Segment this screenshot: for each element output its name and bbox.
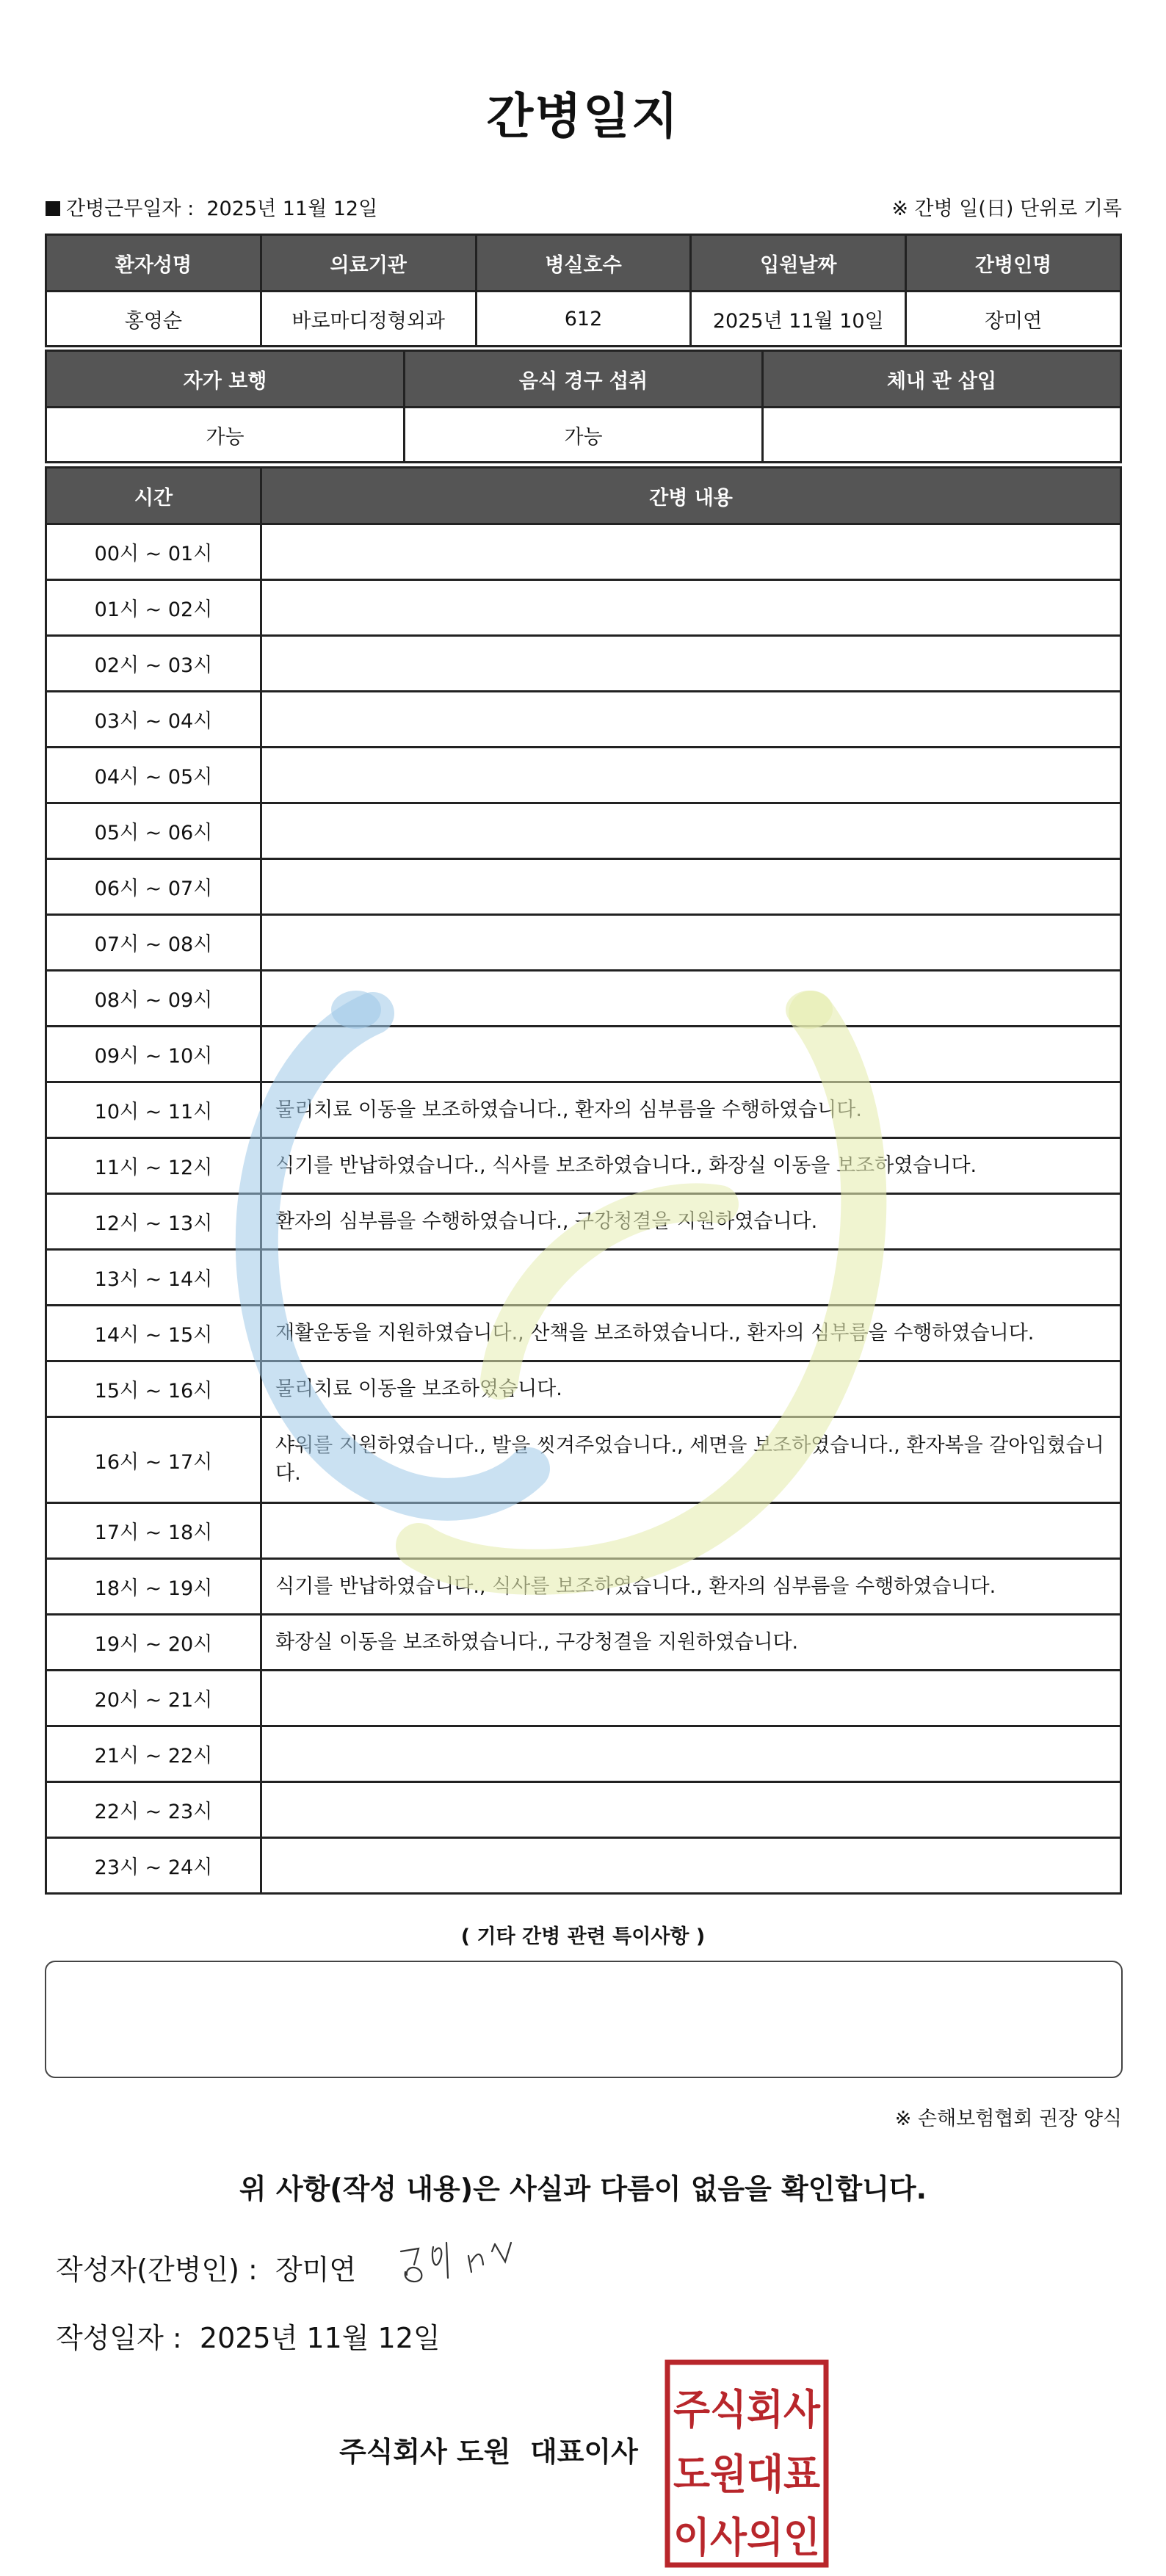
time-cell: 23시 ~ 24시 bbox=[46, 1838, 261, 1894]
self-walking-value: 가능 bbox=[46, 408, 405, 463]
header-admission-date: 입원날짜 bbox=[691, 235, 906, 292]
patient-info-table bbox=[45, 234, 1122, 347]
care-content-cell: 물리치료 이동을 보조하였습니다. bbox=[261, 1361, 1121, 1417]
care-content-cell: 식기를 반납하였습니다., 식사를 보조하였습니다., 환자의 심부름을 수행하였습니다. bbox=[261, 1559, 1121, 1615]
patient-condition-table bbox=[45, 350, 1122, 463]
header-patient-name: 환자성명 bbox=[46, 235, 261, 292]
care-content-cell: 샤워를 지원하였습니다., 발을 씻겨주었습니다., 세면을 보조하였습니다., 환자복을 갈아입혔습니다. bbox=[261, 1417, 1121, 1503]
svg-text:주식회사: 주식회사 bbox=[673, 2387, 821, 2434]
care-content-cell bbox=[261, 1782, 1121, 1838]
table-row bbox=[46, 1082, 1121, 1138]
company-seal-stamp bbox=[665, 2359, 829, 2568]
time-cell: 14시 ~ 15시 bbox=[46, 1306, 261, 1361]
company-line bbox=[339, 2429, 638, 2470]
oral-intake-value: 가능 bbox=[405, 408, 763, 463]
care-content-cell bbox=[261, 580, 1121, 636]
time-cell: 20시 ~ 21시 bbox=[46, 1671, 261, 1726]
time-cell: 06시 ~ 07시 bbox=[46, 859, 261, 915]
table-row bbox=[46, 1138, 1121, 1194]
table-row bbox=[46, 1417, 1121, 1503]
table-row bbox=[46, 1503, 1121, 1559]
company-name: 주식회사 도원 bbox=[339, 2436, 511, 2468]
table-row bbox=[46, 1306, 1121, 1361]
table-row bbox=[46, 971, 1121, 1027]
time-cell: 01시 ~ 02시 bbox=[46, 580, 261, 636]
time-cell: 12시 ~ 13시 bbox=[46, 1194, 261, 1250]
tube-insertion-value bbox=[763, 408, 1121, 463]
caregiver-name: 장미연 bbox=[906, 292, 1121, 347]
table-row bbox=[46, 859, 1121, 915]
header-oral-intake: 음식 경구 섭취 bbox=[405, 351, 763, 408]
table-row bbox=[46, 748, 1121, 803]
table-row bbox=[46, 580, 1121, 636]
care-content-cell bbox=[261, 1250, 1121, 1306]
time-cell: 10시 ~ 11시 bbox=[46, 1082, 261, 1138]
time-cell: 02시 ~ 03시 bbox=[46, 636, 261, 692]
table-row bbox=[46, 1726, 1121, 1782]
document-title: 간병일지 bbox=[486, 88, 680, 145]
time-cell: 18시 ~ 19시 bbox=[46, 1559, 261, 1615]
table-row bbox=[46, 692, 1121, 748]
table-row bbox=[46, 1027, 1121, 1082]
admission-date: 2025년 11월 10일 bbox=[691, 292, 906, 347]
company-role: 대표이사 bbox=[529, 2436, 638, 2468]
time-cell: 13시 ~ 14시 bbox=[46, 1250, 261, 1306]
unit-note: ※ 간병 일(日) 단위로 기록 bbox=[891, 198, 1122, 220]
header-hospital: 의료기관 bbox=[261, 235, 476, 292]
time-cell: 07시 ~ 08시 bbox=[46, 915, 261, 971]
writer-line bbox=[56, 2247, 356, 2287]
time-cell: 21시 ~ 22시 bbox=[46, 1726, 261, 1782]
care-content-cell: 식기를 반납하였습니다., 식사를 보조하였습니다., 화장실 이동을 보조하였습니다. bbox=[261, 1138, 1121, 1194]
care-content-cell bbox=[261, 692, 1121, 748]
work-date-value: 2025년 11월 12일 bbox=[206, 198, 378, 220]
care-content-cell bbox=[261, 915, 1121, 971]
header-care-content: 간병 내용 bbox=[261, 468, 1121, 524]
work-date-line bbox=[46, 192, 377, 221]
time-cell: 16시 ~ 17시 bbox=[46, 1417, 261, 1503]
care-content-cell: 화장실 이동을 보조하였습니다., 구강청결을 지원하였습니다. bbox=[261, 1615, 1121, 1671]
table-row bbox=[46, 803, 1121, 859]
care-content-cell bbox=[261, 748, 1121, 803]
time-cell: 19시 ~ 20시 bbox=[46, 1615, 261, 1671]
table-row bbox=[46, 1615, 1121, 1671]
table-row bbox=[46, 1194, 1121, 1250]
time-cell: 11시 ~ 12시 bbox=[46, 1138, 261, 1194]
writer-label: 작성자(간병인) : bbox=[56, 2254, 258, 2286]
remarks-box bbox=[45, 1961, 1123, 2078]
time-cell: 08시 ~ 09시 bbox=[46, 971, 261, 1027]
time-cell: 09시 ~ 10시 bbox=[46, 1027, 261, 1082]
header-self-walking: 자가 보행 bbox=[46, 351, 405, 408]
table-row bbox=[46, 524, 1121, 580]
written-date-line bbox=[56, 2315, 441, 2356]
care-content-cell bbox=[261, 971, 1121, 1027]
square-bullet-icon bbox=[46, 201, 60, 216]
care-log-table bbox=[45, 466, 1122, 1895]
time-cell: 17시 ~ 18시 bbox=[46, 1503, 261, 1559]
time-cell: 22시 ~ 23시 bbox=[46, 1782, 261, 1838]
table-row bbox=[46, 1559, 1121, 1615]
time-cell: 04시 ~ 05시 bbox=[46, 748, 261, 803]
table-row bbox=[46, 1838, 1121, 1894]
header-time: 시간 bbox=[46, 468, 261, 524]
table-row bbox=[46, 1361, 1121, 1417]
remarks-title: ( 기타 간병 관련 특이사항 ) bbox=[460, 1925, 706, 1948]
time-cell: 15시 ~ 16시 bbox=[46, 1361, 261, 1417]
table-row bbox=[46, 1782, 1121, 1838]
care-content-cell bbox=[261, 1671, 1121, 1726]
care-content-cell bbox=[261, 803, 1121, 859]
hospital-name: 바로마디정형외과 bbox=[261, 292, 476, 347]
table-row bbox=[46, 636, 1121, 692]
table-row bbox=[46, 915, 1121, 971]
svg-text:도원대표: 도원대표 bbox=[673, 2451, 820, 2499]
header-room-number: 병실호수 bbox=[476, 235, 691, 292]
svg-text:이사의인: 이사의인 bbox=[673, 2514, 820, 2562]
care-content-cell: 재활운동을 지원하였습니다., 산책을 보조하였습니다., 환자의 심부름을 수행하였습니다. bbox=[261, 1306, 1121, 1361]
written-date-value: 2025년 11월 12일 bbox=[199, 2322, 441, 2354]
care-content-cell bbox=[261, 1838, 1121, 1894]
time-cell: 00시 ~ 01시 bbox=[46, 524, 261, 580]
care-content-cell: 물리치료 이동을 보조하였습니다., 환자의 심부름을 수행하였습니다. bbox=[261, 1082, 1121, 1138]
table-row bbox=[46, 1671, 1121, 1726]
patient-name: 홍영순 bbox=[46, 292, 261, 347]
form-note: ※ 손해보험협회 권장 양식 bbox=[894, 2108, 1122, 2130]
written-date-label: 작성일자 : bbox=[56, 2322, 182, 2354]
care-content-cell bbox=[261, 1027, 1121, 1082]
table-row bbox=[46, 1250, 1121, 1306]
care-content-cell bbox=[261, 1726, 1121, 1782]
time-cell: 05시 ~ 06시 bbox=[46, 803, 261, 859]
confirmation-statement: 위 사항(작성 내용)은 사실과 다름이 없음을 확인합니다. bbox=[239, 2173, 927, 2205]
care-content-cell bbox=[261, 859, 1121, 915]
header-caregiver-name: 간병인명 bbox=[906, 235, 1121, 292]
room-number: 612 bbox=[476, 292, 691, 347]
care-content-cell bbox=[261, 524, 1121, 580]
care-content-cell bbox=[261, 1503, 1121, 1559]
work-date-label: 간병근무일자 : bbox=[66, 198, 195, 220]
handwritten-signature bbox=[395, 2229, 527, 2295]
time-cell: 03시 ~ 04시 bbox=[46, 692, 261, 748]
care-content-cell bbox=[261, 636, 1121, 692]
header-tube-insertion: 체내 관 삽입 bbox=[763, 351, 1121, 408]
writer-name: 장미연 bbox=[275, 2254, 357, 2286]
care-content-cell: 환자의 심부름을 수행하였습니다., 구강청결을 지원하였습니다. bbox=[261, 1194, 1121, 1250]
